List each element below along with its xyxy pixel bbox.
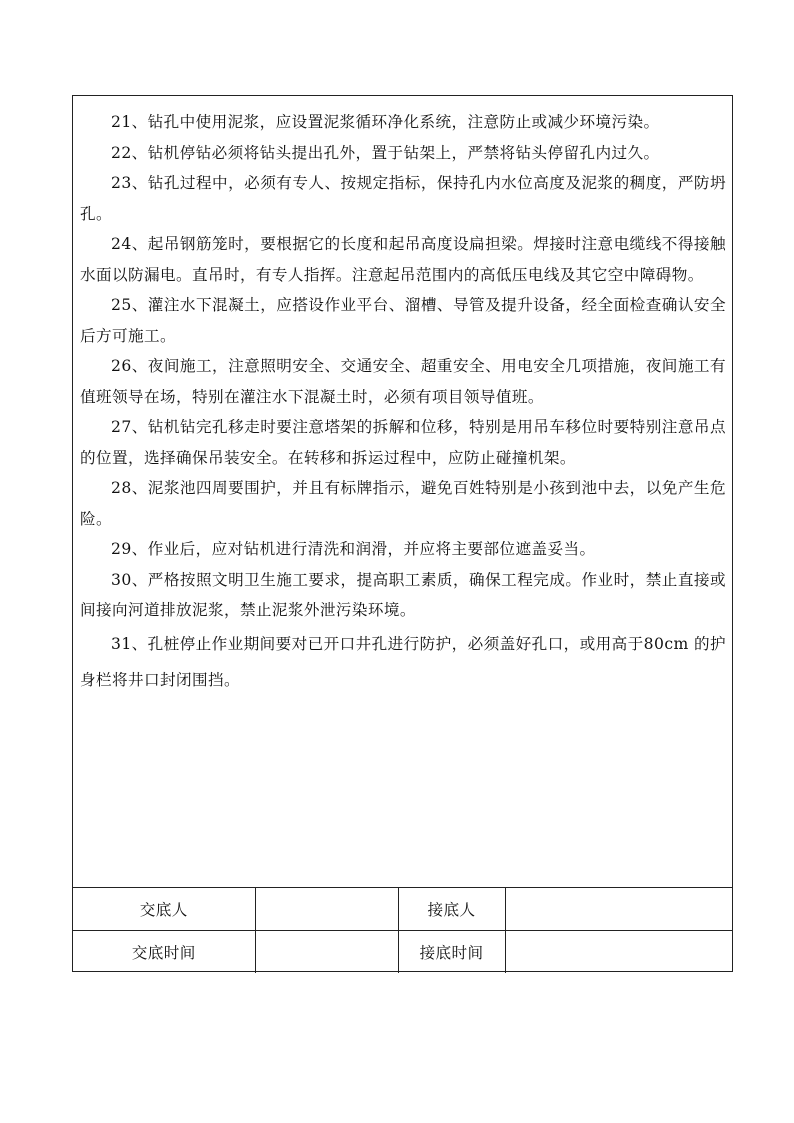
clause-21: 21、钻孔中使用泥浆，应设置泥浆循环净化系统，注意防止或减少环境污染。 (111, 113, 660, 131)
handover-time-row (73, 931, 732, 974)
content-area (73, 96, 732, 887)
clause-30: 30、严格按照文明卫生施工要求，提高职工素质，确保工程完成。作业时，禁止直接或间接向河道排放泥浆，禁止泥浆外泄污染环境。 (80, 570, 726, 619)
signature-table (73, 887, 732, 973)
clause-23: 23、钻孔过程中，必须有专人、按规定指标，保持孔内水位高度及泥浆的稠度，严防坍孔。 (80, 174, 726, 223)
handover-person-row (73, 888, 732, 931)
receiver-person-label: 接底人 (398, 888, 505, 931)
document-frame (72, 95, 733, 972)
handover-time-label: 交底时间 (73, 931, 255, 974)
clause-25: 25、灌注水下混凝土，应搭设作业平台、溜槽、导管及提升设备，经全面检查确认安全后方可施工。 (80, 296, 726, 345)
clause-22: 22、钻机停钻必须将钻头提出孔外，置于钻架上，严禁将钻头停留孔内过久。 (111, 143, 660, 162)
receiver-time-field[interactable] (505, 931, 732, 974)
clause-27: 27、钻机钻完孔移走时要注意塔架的拆解和位移，特别是用吊车移位时要特别注意吊点的位置，选择确保吊装安全。在转移和拆运过程中，应防止碰撞机架。 (80, 418, 726, 467)
handover-person-field[interactable] (255, 888, 398, 931)
receiver-person-field[interactable] (505, 888, 732, 931)
clause-24: 24、起吊钢筋笼时，要根据它的长度和起吊高度设扁担梁。焊接时注意电缆线不得接触水面以防漏电。直吊时，有专人指挥。注意起吊范围内的高低压电线及其它空中障碍物。 (80, 235, 726, 284)
receiver-time-label: 接底时间 (398, 931, 505, 974)
clause-26: 26、夜间施工，注意照明安全、交通安全、超重安全、用电安全几项措施，夜间施工有值班领导在场，特别在灌注水下混凝土时，必须有项目领导值班。 (80, 357, 726, 406)
handover-time-field[interactable] (255, 931, 398, 974)
clause-29: 29、作业后，应对钻机进行清洗和润滑，并应将主要部位遮盖妥当。 (111, 540, 596, 558)
handover-person-label: 交底人 (73, 888, 255, 931)
clause-31: 31、孔桩停止作业期间要对已开口井孔进行防护，必须盖好孔口，或用高于80cm 的护身栏将井口封闭围挡。 (80, 634, 726, 689)
clause-28: 28、泥浆池四周要围护，并且有标牌指示，避免百姓特别是小孩到池中去，以免产生危险。 (80, 479, 726, 528)
